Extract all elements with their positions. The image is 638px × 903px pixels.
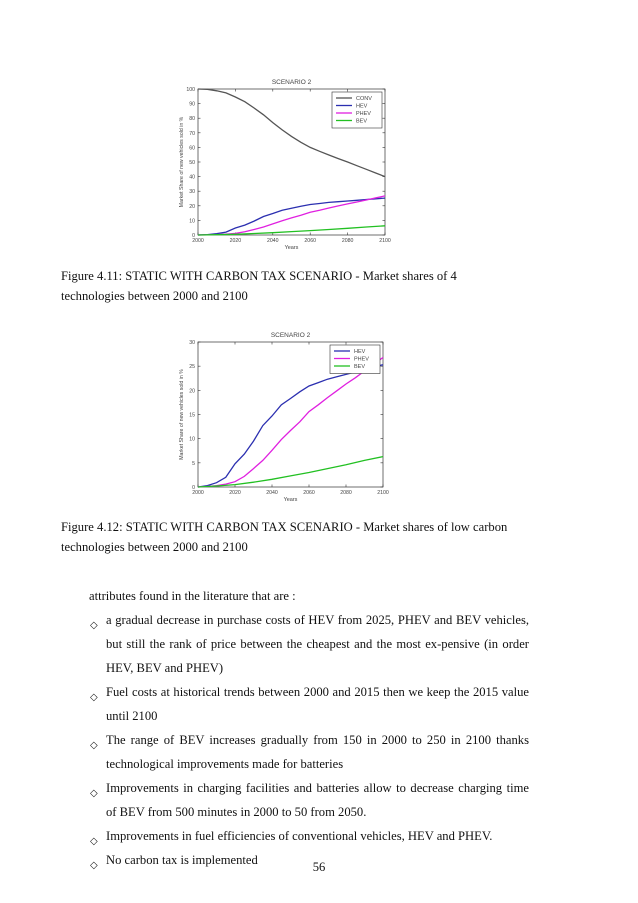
x-axis-label: Years — [284, 245, 299, 251]
diamond-bullet-icon: ◇ — [90, 788, 98, 799]
figure-4-11 — [170, 72, 410, 260]
x-tick-label: 2000 — [192, 238, 204, 244]
y-axis-label: Market Share of new vehicles sold in % — [179, 369, 185, 460]
x-tick-label: 2100 — [379, 238, 391, 244]
x-tick-label: 2040 — [267, 238, 279, 244]
bullet-item — [89, 728, 529, 776]
legend-label-phev: PHEV — [354, 356, 369, 363]
figure-4-11-caption: Figure 4.11: STATIC WITH CARBON TAX SCENARIO - Market shares of 4 technologies between 2000 and 2100 — [61, 269, 457, 303]
bullet-text: The range of BEV increases gradually from 150 in 2000 to 250 in 2100 thanks technological improvements made for batteries — [106, 733, 529, 771]
x-tick-label: 2020 — [229, 490, 241, 496]
y-tick-label: 0 — [192, 485, 195, 491]
figure-4-12-caption: Figure 4.12: STATIC WITH CARBON TAX SCENARIO - Market shares of low carbon technologies between 2000 and 2100 — [61, 520, 508, 554]
chart-title: SCENARIO 2 — [271, 79, 312, 86]
x-tick-label: 2080 — [340, 490, 352, 496]
y-tick-label: 80 — [189, 116, 195, 123]
chart-title: SCENARIO 2 — [270, 332, 311, 339]
y-tick-label: 5 — [192, 460, 195, 467]
x-tick-label: 2060 — [304, 238, 316, 244]
bullet-item — [89, 608, 529, 680]
y-tick-label: 10 — [189, 436, 195, 443]
x-tick-label: 2060 — [303, 490, 315, 496]
y-tick-label: 15 — [189, 412, 195, 419]
market-share-chart-low-carbon — [170, 325, 410, 508]
legend-label-hev: HEV — [354, 349, 366, 355]
y-tick-label: 30 — [189, 340, 195, 346]
diamond-bullet-icon: ◇ — [90, 740, 98, 751]
legend-label-bev: BEV — [356, 118, 368, 125]
y-tick-label: 10 — [189, 218, 195, 225]
bullet-list — [89, 608, 529, 872]
y-tick-label: 90 — [189, 101, 195, 108]
y-tick-label: 50 — [189, 160, 195, 166]
bullet-text: No carbon tax is implemented — [106, 853, 258, 867]
y-tick-label: 20 — [189, 388, 195, 395]
y-tick-label: 100 — [186, 87, 195, 93]
page-number: 56 — [312, 860, 326, 874]
x-tick-label: 2100 — [377, 490, 389, 496]
bullet-text: Improvements in charging facilities and batteries allow to decrease charging time of BEV from 500 minutes in 2000 to 50 from 2050. — [106, 781, 529, 819]
diamond-bullet-icon: ◇ — [90, 692, 98, 703]
bullet-text: Improvements in fuel efficiencies of conventional vehicles, HEV and PHEV. — [106, 829, 493, 843]
bullet-item — [89, 680, 529, 728]
y-tick-label: 30 — [189, 189, 195, 196]
legend-label-hev: HEV — [356, 103, 368, 110]
diamond-bullet-icon: ◇ — [90, 860, 98, 871]
legend-label-bev: BEV — [354, 364, 366, 370]
x-tick-label: 2040 — [266, 490, 278, 496]
bullet-text: a gradual decrease in purchase costs of HEV from 2025, PHEV and BEV vehicles, but still the rank of price between the cheapest and the most ex-pensive (in order HEV, BEV and PHEV) — [106, 613, 529, 675]
x-axis-label: Years — [283, 497, 298, 503]
bullet-item — [89, 776, 529, 824]
body-text — [89, 584, 529, 872]
x-tick-label: 2020 — [229, 238, 242, 244]
figure-4-12 — [170, 325, 410, 508]
bullet-text: Fuel costs at historical trends between 2000 and 2015 then we keep the 2015 value until 2100 — [106, 685, 529, 723]
market-share-chart-all — [170, 72, 410, 260]
x-tick-label: 2080 — [341, 238, 354, 244]
x-tick-label: 2000 — [192, 490, 204, 496]
y-tick-label: 0 — [192, 233, 195, 239]
legend-label-conv: CONV — [356, 96, 372, 102]
y-tick-label: 25 — [189, 364, 195, 371]
y-tick-label: 70 — [189, 130, 195, 137]
y-tick-label: 40 — [189, 174, 195, 181]
y-tick-label: 20 — [189, 203, 195, 210]
diamond-bullet-icon: ◇ — [90, 836, 98, 847]
bullet-item — [89, 824, 529, 848]
y-axis-label: Market Share of new vehicles sold in % — [179, 116, 185, 208]
intro-sentence: attributes found in the literature that are : — [89, 589, 296, 603]
legend-label-phev: PHEV — [356, 111, 371, 117]
y-tick-label: 60 — [189, 145, 195, 152]
diamond-bullet-icon: ◇ — [90, 620, 98, 631]
